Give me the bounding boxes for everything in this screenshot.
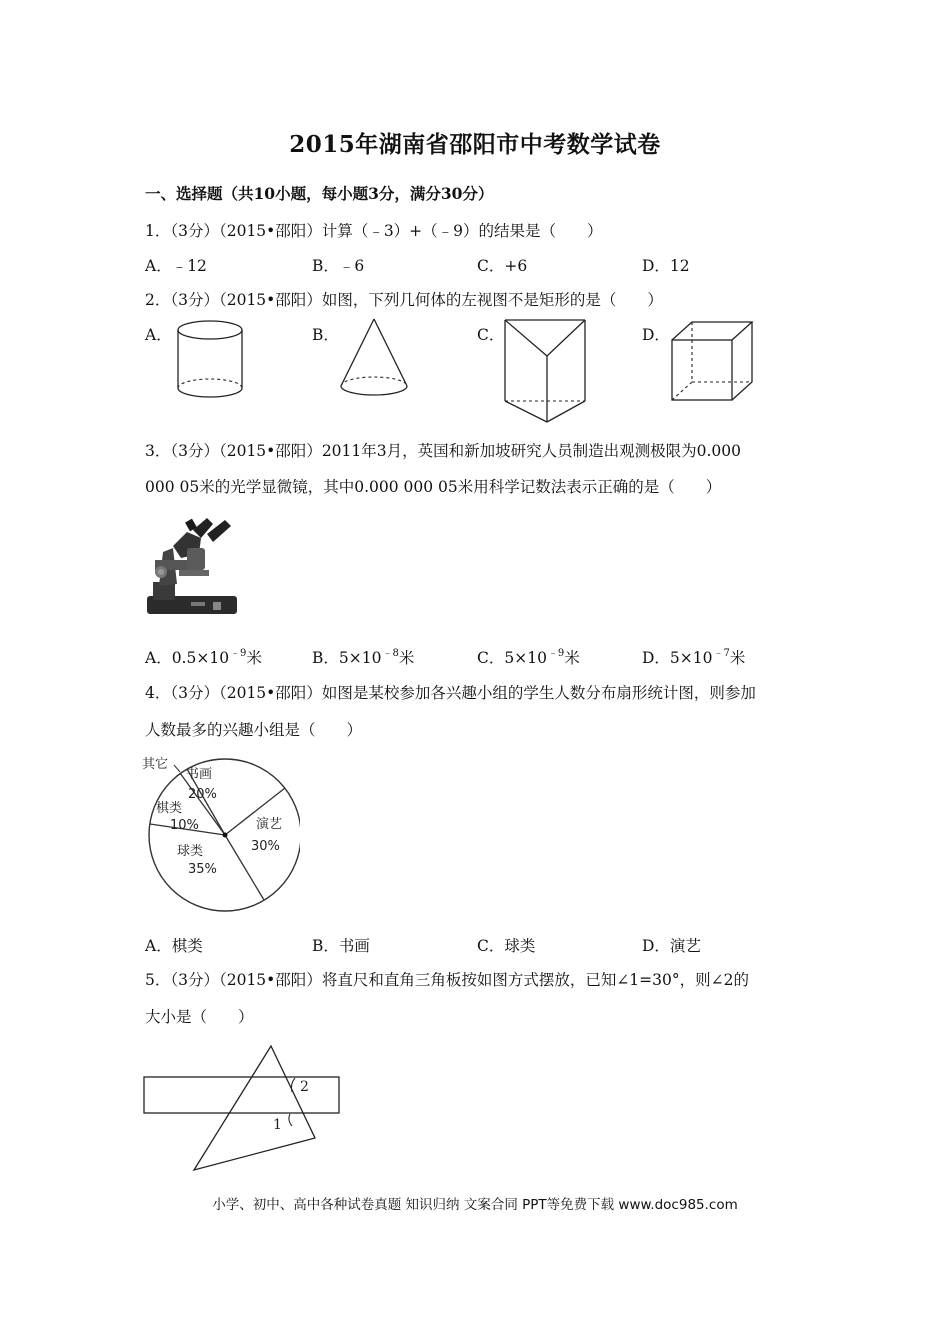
angle-2-label: 2 (300, 1079, 309, 1095)
q1-option-a: A．﹣12 (145, 257, 207, 275)
pie-label-ball: 球类 (177, 844, 204, 859)
pie-pct-chess: 10% (170, 818, 199, 833)
q3-option-a-base: A．0.5×10 (145, 649, 230, 667)
q4-option-b: B．书画 (312, 937, 370, 955)
q3-option-b-base: B．5×10 (312, 649, 382, 667)
pie-pct-performance: 30% (251, 839, 280, 854)
q2-option-c: C． (477, 326, 505, 344)
set-square-triangle (194, 1046, 315, 1170)
question-5-line-1: 5．（3分）（2015•邵阳）将直尺和直角三角板按如图方式摆放，已知∠1=30°，则∠2的 (145, 971, 749, 989)
q2-option-b: B． (312, 326, 339, 344)
ruler (144, 1077, 339, 1113)
q2-option-d: D． (642, 326, 670, 344)
q4-option-d: D．演艺 (642, 937, 701, 955)
footer-note: 小学、初中、高中各种试卷真题 知识归纳 文案合同 PPT等免费下载 www.doc985.com (212, 1197, 738, 1213)
question-4-line-1: 4．（3分）（2015•邵阳）如图是某校参加各兴趣小组的学生人数分布扇形统计图，则参加 (145, 684, 756, 702)
pie-label-calligraphy: 书画 (186, 767, 213, 782)
pie-label-performance: 演艺 (256, 817, 283, 832)
q1-option-b: B．﹣6 (312, 257, 365, 275)
q1-option-d: D．12 (642, 257, 690, 275)
pie-label-chess: 棋类 (156, 801, 183, 816)
q3-option-c-base: C．5×10 (477, 649, 547, 667)
q3-option-d-base: D．5×10 (642, 649, 713, 667)
pie-pct-ball: 35% (188, 862, 217, 877)
page-title: 2015年湖南省邵阳市中考数学试卷 (289, 131, 661, 158)
q3-option-c (477, 646, 580, 668)
question-3-line-2: 000 05米的光学显微镜，其中0.000 000 05米用科学记数法表示正确的是（ ） (145, 478, 722, 496)
ruler-triangle-figure (140, 1042, 346, 1174)
q3-option-b-exponent: ﹣8 (382, 648, 399, 659)
q2-option-a: A． (145, 326, 172, 344)
pie-label-other: 其它 (142, 757, 169, 772)
question-3-line-1: 3．（3分）（2015•邵阳）2011年3月，英国和新加坡研究人员制造出观测极限为0.000 (145, 442, 741, 460)
q3-option-a-unit: 米 (246, 649, 262, 667)
question-5-line-2: 大小是（ ） (145, 1008, 254, 1026)
q3-option-d-exponent: ﹣7 (713, 648, 730, 659)
question-2-text: 2．（3分）（2015•邵阳）如图，下列几何体的左视图不是矩形的是（ ） (145, 291, 663, 309)
interest-group-pie-chart (140, 752, 300, 914)
q3-option-c-unit: 米 (564, 649, 580, 667)
q3-option-d (642, 646, 745, 668)
q3-option-a (145, 646, 262, 668)
question-4-line-2: 人数最多的兴趣小组是（ ） (145, 721, 363, 739)
q4-option-c: C．球类 (477, 937, 536, 955)
triangular-prism-figure (502, 318, 588, 426)
angle-1-label: 1 (273, 1117, 282, 1133)
cone-figure (336, 316, 416, 402)
pie-pct-calligraphy: 20% (188, 787, 217, 802)
q4-option-a: A．棋类 (145, 937, 203, 955)
cylinder-figure (172, 318, 248, 402)
q3-option-d-unit: 米 (729, 649, 746, 667)
section-heading: 一、选择题（共10小题，每小题3分，满分30分） (145, 184, 494, 203)
microscope-image (143, 512, 243, 618)
q3-option-c-exponent: ﹣9 (547, 648, 565, 659)
question-1-text: 1．（3分）（2015•邵阳）计算（﹣3）+（﹣9）的结果是（ ） (145, 222, 603, 240)
cube-figure (668, 320, 756, 404)
q3-option-b-unit: 米 (398, 649, 415, 667)
q3-option-a-exponent: ﹣9 (230, 648, 247, 659)
q1-option-c: C．+6 (477, 257, 528, 275)
q3-option-b (312, 646, 414, 668)
